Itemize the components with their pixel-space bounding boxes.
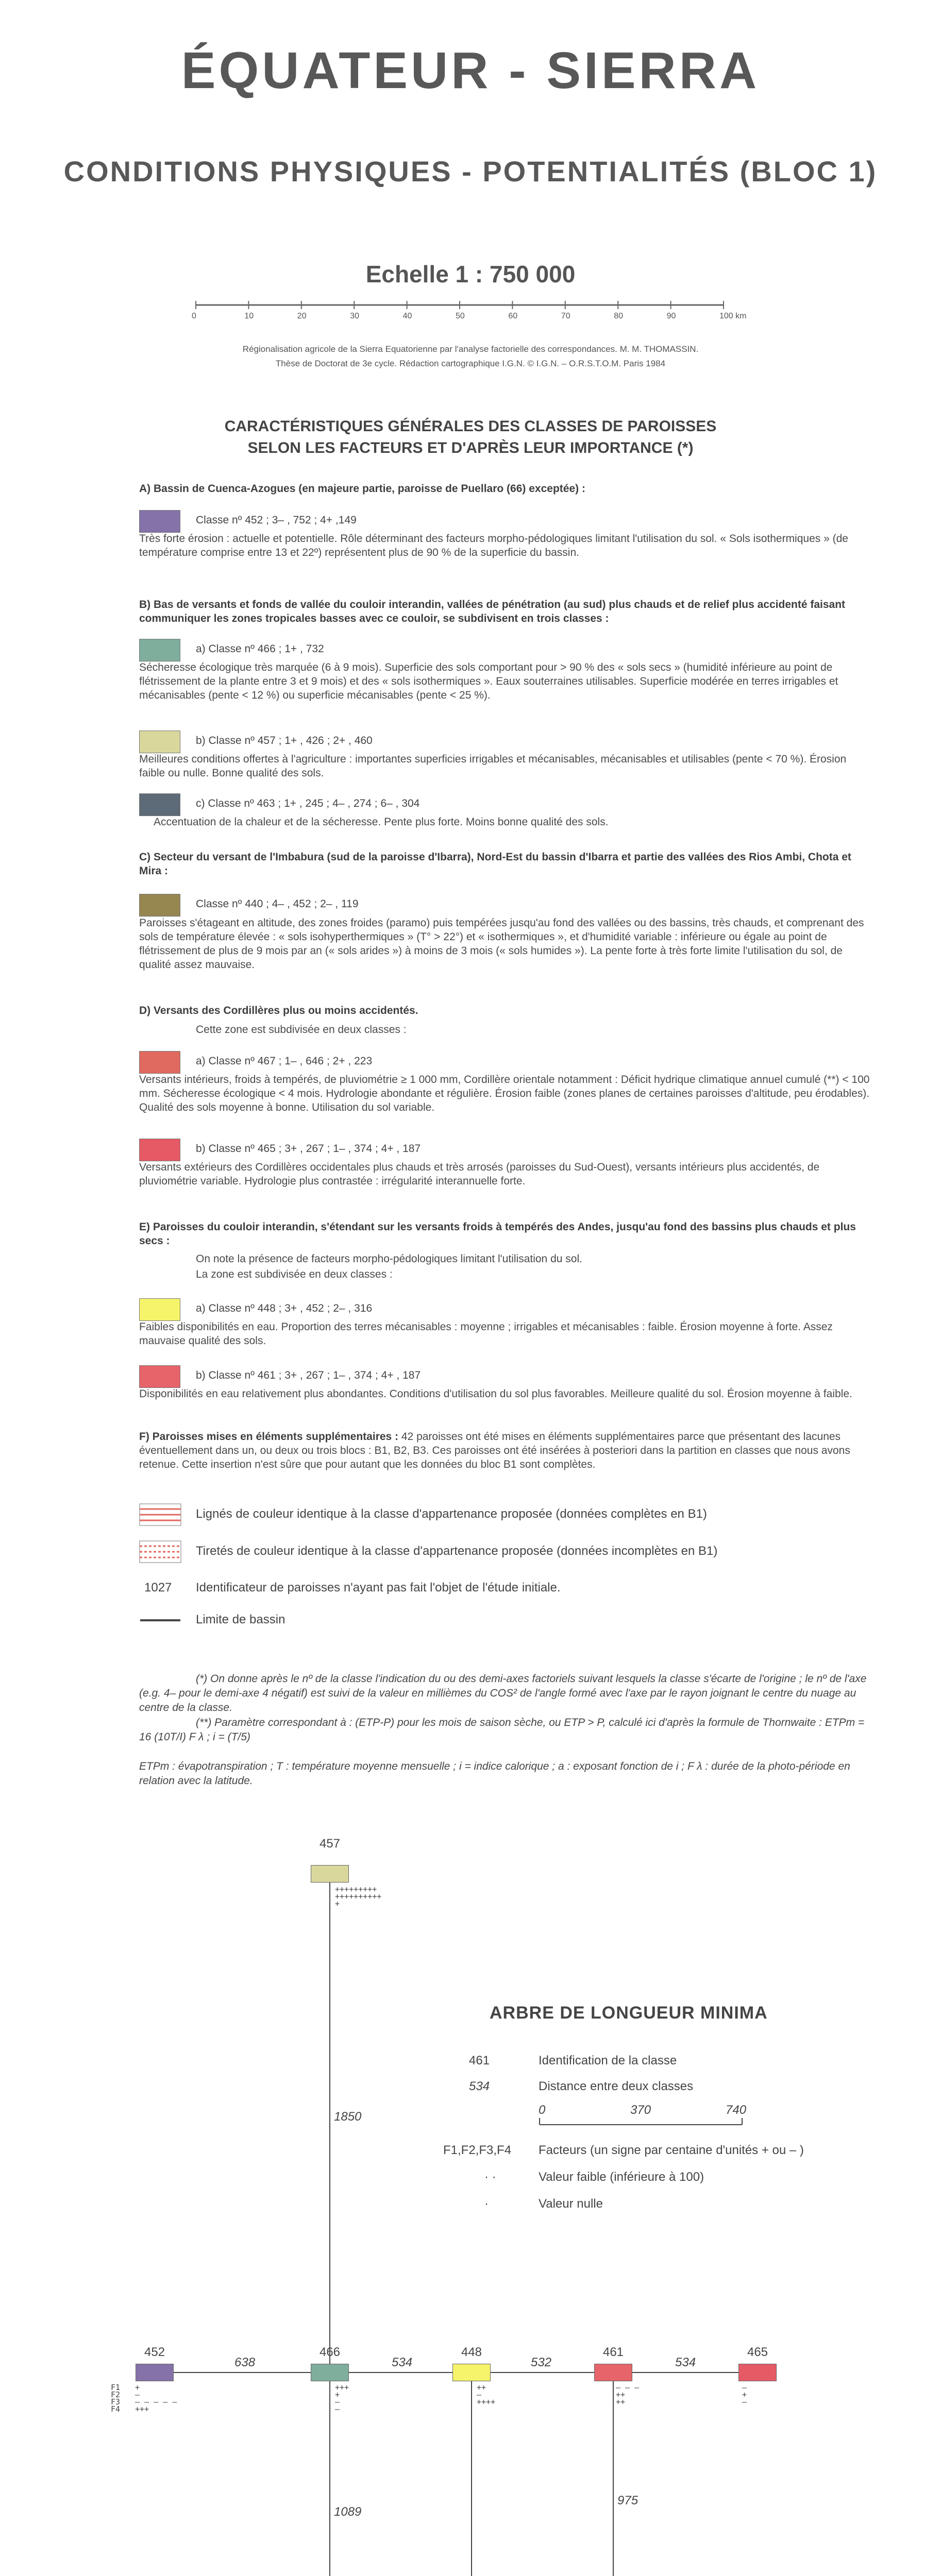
factor-label-f1: F1 xyxy=(111,2383,121,2392)
distance-466-448: 534 xyxy=(392,2355,413,2369)
swatch-467 xyxy=(139,1051,180,1074)
tree-legend-f-text: Facteurs (un signe par centaine d'unités + ou – ) xyxy=(539,2143,804,2157)
group-d-b-class: b) Classe nº 465 ; 3+ , 267 ; 1– , 374 ; 4+ , 187 xyxy=(196,1143,421,1155)
scale-tick-label: 40 xyxy=(402,312,412,320)
node-465-id: 465 xyxy=(747,2345,768,2359)
distance-461-465: 534 xyxy=(675,2355,696,2369)
group-d-intro: Cette zone est subdivisée en deux classes : xyxy=(196,1024,407,1036)
scale-tick-label: 30 xyxy=(350,312,359,320)
tree-axis-label-740: 740 xyxy=(726,2103,747,2117)
legend-id-text: Identificateur de paroisses n'ayant pas fait l'objet de l'étude initiale. xyxy=(196,1581,561,1595)
tree-axis-label-0: 0 xyxy=(539,2103,546,2117)
section-title-2: SELON LES FACTEURS ET D'APRÈS LEUR IMPORTANCE (*) xyxy=(247,439,694,456)
node-452 xyxy=(136,2364,174,2381)
group-e-a-text: Faibles disponibilités en eau. Proportion des terres mécanisables : moyenne ; irrigables et mécanisables : faible. Érosion moyenne à forte. Assez mauvaise qualité des sols. xyxy=(139,1321,833,1347)
group-f-paragraph xyxy=(139,1430,871,1471)
node-448-id: 448 xyxy=(461,2345,482,2359)
group-e-b-class: b) Classe nº 461 ; 3+ , 267 ; 1– , 374 ; 4+ , 187 xyxy=(196,1369,421,1381)
tree-legend-weak-text: Valeur faible (inférieure à 100) xyxy=(539,2170,704,2184)
group-a-text: Très forte érosion : actuelle et potentielle. Rôle déterminant des facteurs morpho-pédologiques limitant l'utilisation du sol. « Sols isothermiques » (de température comprise entre 13 et 22º) représentent plus de 90 % de la superficie du bassin. xyxy=(139,533,848,558)
group-f-header: F) Paroisses mises en éléments supplémentaires : xyxy=(139,1431,399,1443)
node-448 xyxy=(452,2364,491,2381)
node-452-factors: + – – – – – – +++ xyxy=(135,2383,177,2414)
swatch-452 xyxy=(139,510,180,533)
group-b-b-class: b) Classe nº 457 ; 1+ , 426 ; 2+ , 460 xyxy=(196,735,373,747)
tree-legend-f-label: F1,F2,F3,F4 xyxy=(443,2143,512,2157)
group-e-intro-1: On note la présence de facteurs morpho-pédologiques limitant l'utilisation du sol. xyxy=(196,1253,582,1265)
distance-452-466: 638 xyxy=(234,2355,256,2369)
map-title: ÉQUATEUR - SIERRA xyxy=(181,42,760,99)
scale-tick-label: 50 xyxy=(456,312,465,320)
node-465 xyxy=(738,2364,777,2381)
scale-tick-label: 0 xyxy=(192,312,196,320)
group-e-header: E) Paroisses du couloir interandin, s'étendant sur les versants froids à tempérés des Andes, jusqu'au fond des bassins plus chauds et plus secs : xyxy=(139,1221,856,1247)
swatch-466 xyxy=(139,639,180,662)
credit-line-2: Thèse de Doctorat de 3e cycle. Rédaction cartographique I.G.N. © I.G.N. – O.R.S.T.O.M. Paris 1984 xyxy=(275,359,666,368)
group-d-a-class: a) Classe nº 467 ; 1– , 646 ; 2+ , 223 xyxy=(196,1055,373,1067)
tree-legend-id-text: Identification de la classe xyxy=(539,2054,677,2067)
distance-448-461: 532 xyxy=(531,2355,552,2369)
distance-461-467: 975 xyxy=(617,2494,638,2507)
footnote-2: (**) Paramètre correspondant à : (ETP-P) pour les mois de saison sèche, ou ETP > P, calculé ici d'après la formule de Thornwaite : ETPm = 16 (10T/I) F λ ; i = (T/5) xyxy=(139,1717,865,1743)
scale-tick-label: 10 xyxy=(244,312,254,320)
map-subtitle: CONDITIONS PHYSIQUES - POTENTIALITÉS (BLOC 1) xyxy=(63,155,878,188)
scale-tick-label: 90 xyxy=(666,312,676,320)
distance-457-466: 1850 xyxy=(334,2110,362,2124)
tree-legend-weak-symbol: · · xyxy=(484,2170,496,2184)
group-c-class: Classe nº 440 ; 4– , 452 ; 2– , 119 xyxy=(196,898,359,910)
footnote-3: ETPm : évapotranspiration ; T : température moyenne mensuelle ; i = indice calorique ; a : exposant fonction de i ; F λ : durée de la photo-période en relation avec la latitude. xyxy=(139,1760,850,1787)
group-d-b-text: Versants extérieurs des Cordillères occidentales plus chauds et très arrosés (paroisses du Sud-Ouest), versants intérieurs plus accidentés, de pluviométrie variable. Hydrologie plus contrastée : irrégularité interannuelle forte. xyxy=(139,1161,820,1187)
node-465-factors: – + – xyxy=(742,2383,747,2406)
group-c-text: Paroisses s'étageant en altitude, des zones froides (paramo) puis tempérées jusqu'au fond des vallées ou des bassins, très chauds, et comprenant des sols de température élevée : « sols isohyperthermiques » (T° > 22°) et « isothermiques », et d'humidité variable : inférieure ou égale au point de flétrissement de plus de 9 mois par an (« sols arides ») à moins de 3 mois (« sols humides »). La pente forte à très forte limite l'utilisation du sol, de qualité assez mauvaise. xyxy=(139,917,864,971)
factor-label-f4: F4 xyxy=(111,2404,121,2414)
node-461 xyxy=(594,2364,632,2381)
swatch-461 xyxy=(139,1365,180,1388)
group-b-header: B) Bas de versants et fonds de vallée du couloir interandin, vallées de pénétration (au sud) plus chauds et de relief plus accidenté faisant communiquer les zones tropicales basses avec ce couloir, se subdivisent en trois classes : xyxy=(139,599,846,624)
swatch-457 xyxy=(139,731,180,753)
tree-legend-null-text: Valeur nulle xyxy=(539,2197,603,2211)
group-f-text: 42 paroisses ont été mises en éléments supplémentaires parce que présentant des lacunes éventuellement dans un, ou deux ou trois blocs : B1, B2, B3. Ces paroisses ont été insérées à posteriori dans la partition en classes que nous avons retenue. Cette insertion n'est sûre que pour autant que les données du bloc B1 sont complètes. xyxy=(139,1431,850,1470)
distance-466-463: 1089 xyxy=(334,2505,362,2519)
group-e-intro-2: La zone est subdivisée en deux classes : xyxy=(196,1268,393,1280)
node-457-id: 457 xyxy=(319,1837,341,1851)
group-d-a-text: Versants intérieurs, froids à tempérés, de pluviométrie ≥ 1 000 mm, Cordillère orientale notamment : Déficit hydrique climatique annuel cumulé (**) < 100 mm. Sécheresse écologique < 4 mois. Hydrologie abondante et régulière. Érosion faible (zones planes de certaines paroisses d'altitude, peu érodables). Qualité des sols moyenne à bonne. Utilisation du sol variable. xyxy=(139,1074,870,1113)
node-457-factors: +++++++++ ++++++++++ + xyxy=(335,1885,382,1908)
group-b-a-text: Sécheresse écologique très marquée (6 à 9 mois). Superficie des sols comportant pour > 90 % des « sols secs » (humidité inférieure au point de flétrissement de la plante entre 3 et 9 mois) et des « sols isothermiques ». Eaux souterraines utilisables. Superficie modérée en terres irrigables et mécanisables (pente < 12 %) ou superficie mécanisables (pente < 25 %). xyxy=(139,662,838,701)
scale-tick-label: 80 xyxy=(614,312,623,320)
credit-line-1: Régionalisation agricole de la Sierra Equatorienne par l'analyse factorielle des correspondances. M. M. THOMASSIN. xyxy=(242,344,699,354)
tree-legend-dist-number: 534 xyxy=(469,2079,490,2093)
swatch-463 xyxy=(139,793,180,816)
scale-tick-labels xyxy=(191,312,758,325)
group-a-class: Classe nº 452 ; 3– , 752 ; 4+ ,149 xyxy=(196,514,357,526)
group-a-header: A) Bassin de Cuenca-Azogues (en majeure partie, paroisse de Puellaro (66) exceptée) : xyxy=(139,483,585,495)
group-b-c-text: Accentuation de la chaleur et de la sécheresse. Pente plus forte. Moins bonne qualité des sols. xyxy=(154,816,609,828)
basin-limit-symbol xyxy=(139,1618,181,1623)
legend-basin-text: Limite de bassin xyxy=(196,1613,285,1626)
factor-label-f2: F2 xyxy=(111,2390,121,2399)
node-452-id: 452 xyxy=(144,2345,165,2359)
tree-legend-null-symbol: · xyxy=(484,2197,489,2211)
group-b-c-class: c) Classe nº 463 ; 1+ , 245 ; 4– , 274 ; 6– , 304 xyxy=(196,798,420,809)
swatch-440 xyxy=(139,894,180,917)
solid-lines-symbol xyxy=(139,1503,181,1526)
node-461-factors: – – – ++ ++ xyxy=(616,2383,640,2406)
node-466 xyxy=(311,2364,349,2381)
scale-tick-label: 60 xyxy=(508,312,518,320)
legend-id-number: 1027 xyxy=(144,1581,172,1595)
node-466-factors: +++ + – – xyxy=(335,2383,349,2414)
scale-label: Echelle 1 : 750 000 xyxy=(365,261,576,287)
legend-dashes-text: Tiretés de couleur identique à la classe d'appartenance proposée (données incomplètes en B1) xyxy=(196,1544,718,1558)
dashed-lines-symbol xyxy=(139,1540,181,1563)
footnote-1: (*) On donne après le nº de la classe l'indication du ou des demi-axes factoriels suivant lesquels la classe s'écarte de l'origine ; le nº de l'axe (e.g. 4– pour le demi-axe 4 négatif) est suivi de la valeur en millièmes du COS² de l'angle formé avec l'axe par le rayon joignant le centre du nuage au centre de la classe. xyxy=(139,1673,867,1714)
node-461-id: 461 xyxy=(602,2345,624,2359)
node-466-id: 466 xyxy=(319,2345,341,2359)
group-d-header: D) Versants des Cordillères plus ou moins accidentés. xyxy=(139,1005,418,1016)
node-448-factors: ++ – ++++ xyxy=(477,2383,496,2406)
node-457 xyxy=(311,1865,349,1883)
tree-legend-dist-text: Distance entre deux classes xyxy=(539,2079,694,2093)
factor-label-f3: F3 xyxy=(111,2397,121,2406)
scale-tick-label: 70 xyxy=(561,312,570,320)
tree-axis-label-370: 370 xyxy=(630,2103,651,2117)
swatch-448 xyxy=(139,1298,180,1321)
tree-legend-id-number: 461 xyxy=(469,2054,490,2067)
legend-lines-text: Lignés de couleur identique à la classe d'appartenance proposée (données complètes en B1) xyxy=(196,1507,707,1521)
group-e-a-class: a) Classe nº 448 ; 3+ , 452 ; 2– , 316 xyxy=(196,1302,373,1314)
section-title-1: CARACTÉRISTIQUES GÉNÉRALES DES CLASSES DE PAROISSES xyxy=(224,418,717,435)
tree-title: ARBRE DE LONGUEUR MINIMA xyxy=(490,2003,768,2023)
group-b-b-text: Meilleures conditions offertes à l'agriculture : importantes superficies irrigables et mécanisables, mécanisables et utilisables (pente < 70 %). Érosion faible ou nulle. Bonne qualité des sols. xyxy=(139,753,847,779)
group-b-a-class: a) Classe nº 466 ; 1+ , 732 xyxy=(196,643,324,655)
tree-edges xyxy=(0,1855,941,2576)
scale-tick-label: 20 xyxy=(297,312,307,320)
scale-tick-label: 100 km xyxy=(719,312,747,320)
swatch-465 xyxy=(139,1139,180,1161)
group-e-b-text: Disponibilités en eau relativement plus abondantes. Conditions d'utilisation du sol plus favorables. Meilleure qualité du sol. Érosion moyenne à faible. xyxy=(139,1388,852,1400)
group-c-header: C) Secteur du versant de l'Imbabura (sud de la paroisse d'Ibarra), Nord-Est du bassin d'Ibarra et partie des vallées des Rios Ambi, Chota et Mira : xyxy=(139,851,851,877)
